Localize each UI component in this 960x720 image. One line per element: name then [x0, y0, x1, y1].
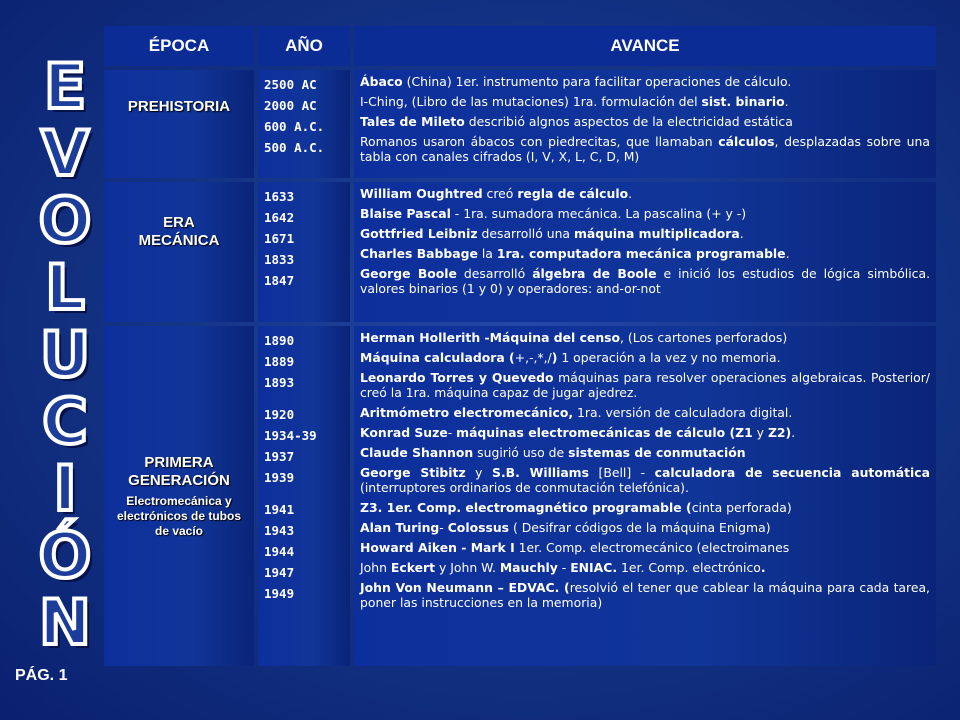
advance-item — [360, 350, 930, 365]
header-anio: AÑO — [258, 26, 350, 66]
advance-highlight: máquina multiplicadora — [573, 226, 740, 241]
advance-text: . — [785, 246, 790, 261]
advance-text: e inició los estudios de lógica simbólica. valores binarios (1 y 0) y operadores: and-or-not — [360, 266, 931, 296]
advance-item — [360, 94, 930, 109]
advance-item — [360, 74, 930, 89]
advance-item — [360, 114, 930, 129]
side-title-letter: V — [41, 117, 89, 190]
year-value: 1833 — [264, 252, 295, 267]
advance-text: sugirió uso de — [473, 445, 569, 460]
year-value: 1642 — [264, 210, 295, 225]
advance-highlight: Mauchly — [499, 560, 558, 575]
year-value: 1949 — [264, 586, 295, 601]
advance-highlight: Howard Aiken - Mark I — [360, 540, 515, 555]
advance-highlight: ) — [551, 350, 558, 365]
advance-highlight: Eckert — [390, 560, 436, 575]
advance-highlight: George Boole — [360, 266, 457, 281]
advance-text: John — [360, 560, 391, 575]
year-value: 1943 — [264, 523, 295, 538]
epoch-cell — [104, 326, 254, 666]
advance-text: . — [784, 94, 789, 109]
advance-highlight: sistemas de conmutación — [568, 445, 746, 460]
advance-item — [360, 206, 930, 221]
advance-text: resolvió el tener que cablear la máquina para cada tarea, poner las instrucciones en la memoria) — [360, 580, 930, 610]
advance-highlight: Z2) — [767, 425, 792, 440]
advance-highlight: Leonardo Torres y Quevedo — [360, 370, 554, 385]
advance-highlight: Herman Hollerith -Máquina del censo — [360, 330, 621, 345]
advance-highlight: sist. binario — [701, 94, 785, 109]
epoch-name: PRIMERA GENERACIÓN — [128, 453, 230, 489]
advances-cell — [354, 70, 936, 178]
advance-text: la — [477, 246, 497, 261]
advance-text: [Bell] - — [588, 465, 655, 480]
year-value: 1920 — [264, 407, 295, 422]
advance-highlight: Z3. 1er. Comp. electromagnético programable ( — [360, 500, 692, 515]
advance-item — [360, 560, 930, 575]
year-value: 1671 — [264, 231, 295, 246]
advance-text: 1er. Comp. electromecánico (electroimanes — [514, 540, 790, 555]
side-title-letter: U — [39, 318, 91, 391]
advance-highlight: Aritmómetro electromecánico, — [360, 405, 574, 420]
advance-item — [360, 226, 930, 241]
evolution-table — [100, 22, 940, 670]
advance-highlight: álgebra de Boole — [532, 266, 657, 281]
year-value: 2500 AC — [264, 77, 317, 92]
advance-text: desarrolló — [456, 266, 533, 281]
advances-cell — [354, 182, 936, 322]
year-value: 500 A.C. — [264, 140, 325, 155]
advance-text: ( Desifrar códigos de la máquina Enigma) — [509, 520, 771, 535]
advance-text: . — [739, 226, 744, 241]
advance-text: creó — [482, 186, 518, 201]
year-value — [264, 393, 344, 404]
advance-text: y John W. — [435, 560, 500, 575]
advance-highlight: Tales de Mileto — [360, 114, 465, 129]
advance-item — [360, 445, 930, 460]
advance-item — [360, 370, 930, 400]
advance-text: 1er. Comp. electrónico — [617, 560, 761, 575]
advance-highlight: Gottfried Leibniz — [360, 226, 478, 241]
advance-item — [360, 520, 930, 535]
year-value: 1847 — [264, 273, 295, 288]
year-value: 2000 AC — [264, 98, 317, 113]
year-value: 1633 — [264, 189, 295, 204]
advance-item — [360, 246, 930, 261]
year-value: 1944 — [264, 544, 295, 559]
advance-item — [360, 134, 930, 164]
year-value — [264, 488, 344, 499]
advance-text: +,-,*,/ — [514, 350, 552, 365]
advance-highlight: Ábaco — [360, 74, 403, 89]
advance-text: y — [752, 425, 768, 440]
advance-text: (China) 1er. instrumento para facilitar operaciones de cálculo. — [402, 74, 792, 89]
advances-cell — [354, 326, 936, 666]
advance-highlight: 1ra. computadora mecánica programable — [496, 246, 786, 261]
year-value: 1937 — [264, 449, 295, 464]
year-value: 1939 — [264, 470, 295, 485]
epoch-name: PREHISTORIA — [127, 98, 231, 115]
advance-text: I-Ching, (Libro de las mutaciones) 1ra. formulación del — [360, 94, 702, 109]
table-row — [104, 70, 936, 178]
side-title-letter: I — [53, 452, 77, 525]
advance-text: - 1ra. sumadora mecánica. La pascalina (+ y -) — [450, 206, 747, 221]
advance-item — [360, 330, 930, 345]
advance-highlight: Alan Turing — [360, 520, 440, 535]
advance-item — [360, 580, 930, 610]
epoch-name: ERA MECÁNICA — [138, 214, 220, 249]
advance-highlight: S.B. Williams — [492, 465, 589, 480]
advance-text: , (Los cartones perforados) — [620, 330, 788, 345]
advance-item — [360, 425, 930, 440]
advance-text: - — [557, 560, 571, 575]
page-label: PÁG. 1 — [15, 667, 68, 684]
advance-text: (interruptores ordinarios de conmutación telefónica). — [360, 480, 689, 495]
advance-text: - — [447, 425, 457, 440]
header-avance: AVANCE — [354, 26, 936, 66]
advance-highlight: William Oughtred — [360, 186, 483, 201]
year-value: 1889 — [264, 354, 295, 369]
advance-item — [360, 540, 930, 555]
advance-highlight: regla de cálculo — [517, 186, 629, 201]
advance-highlight: máquinas electromecánicas de cálculo (Z1 — [456, 425, 753, 440]
advance-text: describió algnos aspectos de la electricidad estática — [464, 114, 793, 129]
table-header-row — [104, 26, 936, 66]
advance-highlight: ENIAC. — [570, 560, 618, 575]
side-title-letter: E — [43, 50, 87, 123]
advance-text: 1ra. versión de calculadora digital. — [573, 405, 793, 420]
advance-highlight: George Stibitz — [360, 465, 466, 480]
advance-highlight: John Von Neumann – EDVAC. ( — [360, 580, 570, 595]
year-value: 1941 — [264, 502, 295, 517]
advance-item — [360, 405, 930, 420]
year-value: 1893 — [264, 375, 295, 390]
advance-highlight: Colossus — [447, 520, 510, 535]
year-value: 1934-39 — [264, 428, 317, 443]
advance-item — [360, 465, 930, 495]
advance-text: y — [465, 465, 493, 480]
side-title-letter: Ó — [38, 519, 92, 592]
advance-text: desarrolló una — [477, 226, 574, 241]
advance-highlight: Claude Shannon — [360, 445, 474, 460]
side-title-letter: C — [42, 385, 88, 458]
table-row — [104, 326, 936, 666]
year-value: 1890 — [264, 333, 295, 348]
advance-highlight: Konrad Suze — [360, 425, 448, 440]
table-row — [104, 182, 936, 322]
epoch-cell — [104, 182, 254, 322]
advance-text: máquinas para resolver operaciones algebraicas. Posterior/ creó la 1ra. máquina capaz de jugar ajedrez. — [360, 370, 930, 400]
side-title-letter: O — [38, 184, 92, 257]
advance-text: , desplazadas sobre una tabla con canales cifrados (I, V, X, L, C, D, M) — [360, 134, 930, 164]
advance-highlight: Charles Babbage — [360, 246, 478, 261]
advance-text: 1 operación a la vez y no memoria. — [557, 350, 781, 365]
advance-text: . — [628, 186, 633, 201]
year-value: 600 A.C. — [264, 119, 325, 134]
advance-highlight: Máquina calculadora ( — [360, 350, 515, 365]
year-value: 1947 — [264, 565, 295, 580]
advance-highlight: Blaise Pascal — [360, 206, 451, 221]
advance-highlight: calculadora de secuencia automática — [654, 465, 930, 480]
advance-text: cinta perforada) — [691, 500, 792, 515]
side-title-evolucion — [22, 50, 108, 659]
header-epoca: ÉPOCA — [104, 26, 254, 66]
advance-item — [360, 186, 930, 201]
advance-item — [360, 500, 930, 515]
advance-highlight: . — [760, 560, 766, 575]
advance-highlight: cálculos — [718, 134, 775, 149]
side-title-letter: L — [45, 251, 85, 324]
side-title-letter: N — [39, 586, 91, 659]
advance-item — [360, 266, 930, 296]
advance-text: - — [439, 520, 448, 535]
epoch-cell — [104, 70, 254, 178]
advance-text: Romanos usaron ábacos con piedrecitas, que llamaban — [360, 134, 719, 149]
years-cell — [258, 182, 350, 322]
years-cell — [258, 326, 350, 666]
advance-text: . — [791, 425, 796, 440]
epoch-subtitle: Electromecánica y electrónicos de tubos de vacío — [116, 493, 242, 538]
years-cell — [258, 70, 350, 178]
